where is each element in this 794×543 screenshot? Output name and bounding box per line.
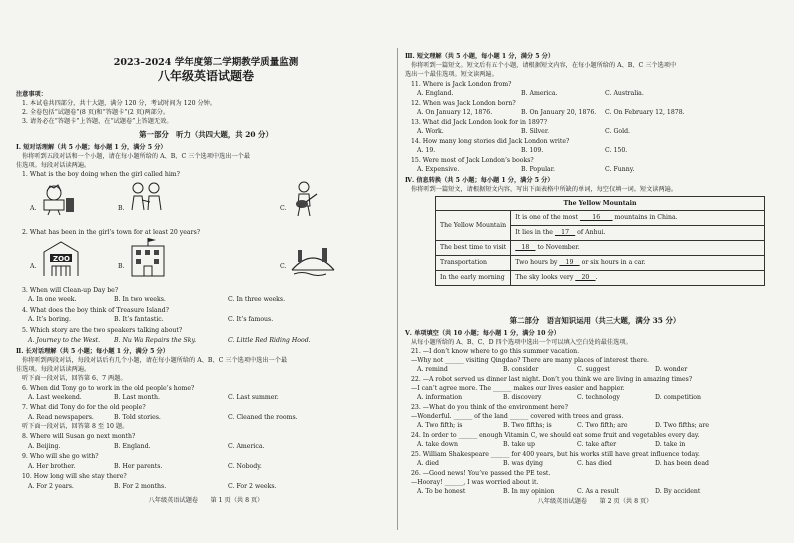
exam-subtitle: 八年级英语试题卷 bbox=[157, 69, 254, 83]
part-heading: 第二部分 语言知识运用（共三大题，满分 35 分） bbox=[509, 316, 681, 325]
question: 24. In order to ______ enough Vitamin C, we should eat some fruit and vegetables every day. bbox=[411, 432, 700, 439]
instruction: 听下面一段对话，回答第 8 至 10 题。 bbox=[22, 423, 129, 430]
page-footer: 八年级英语试题卷 第 2 页（共 8 页） bbox=[537, 498, 653, 505]
section-heading: Ⅰ. 短对话理解（共 5 小题；每小题 1 分，满分 5 分） bbox=[16, 144, 167, 151]
options-row: A. take down B. take up C. take after D. take in bbox=[417, 441, 686, 448]
table-cell: In the early morning bbox=[436, 271, 511, 286]
question: 12. When was Jack London born? bbox=[411, 100, 516, 107]
question: 5. Which story are the two speakers talking about? bbox=[22, 327, 183, 334]
page-2 bbox=[405, 44, 785, 534]
options-row: A. Expensive. B. Popular. C. Funny. bbox=[417, 166, 635, 173]
section-heading: Ⅳ. 信息转换（共 5 小题；每小题 1 分，满分 5 分） bbox=[405, 177, 554, 184]
options-row: A. England. B. America. C. Australia. bbox=[417, 90, 644, 97]
question: 15. Were most of Jack London’s books? bbox=[411, 157, 534, 164]
svg-text:ZOO: ZOO bbox=[53, 255, 70, 263]
table-cell: The Yellow Mountain bbox=[436, 211, 511, 241]
question: 6. When did Tony go to work in the old people’s home? bbox=[22, 385, 195, 392]
question: 10. How long will she stay there? bbox=[22, 473, 127, 480]
question: —Why not ______ visiting Qingdao? There are many places of interest there. bbox=[411, 357, 649, 364]
table-cell: 18 to November. bbox=[511, 241, 765, 256]
page-divider bbox=[397, 48, 398, 530]
table-cell: The sky looks very 20 . bbox=[511, 271, 765, 286]
option-label: B. bbox=[118, 263, 125, 270]
section-heading: Ⅱ. 长对话理解（共 5 小题；每小题 1 分，满分 5 分） bbox=[16, 348, 169, 355]
people-talking-picture bbox=[128, 180, 166, 216]
question: 2. What has been in the girl’s town for at least 20 years? bbox=[22, 229, 201, 236]
option-label: A. bbox=[30, 205, 37, 212]
zoo-gate-picture bbox=[40, 238, 82, 278]
notes-heading: 注意事项： bbox=[16, 91, 47, 98]
question: —Hooray! ______, I was worried about it. bbox=[411, 479, 539, 486]
man-playing-guitar-picture bbox=[290, 180, 320, 218]
man-surfing-internet-picture bbox=[40, 182, 76, 216]
school-building-picture bbox=[128, 236, 168, 278]
question: 21. —I don’t know where to go this summer vacation. bbox=[411, 348, 580, 355]
question: 14. How many long stories did Jack London write? bbox=[411, 138, 570, 145]
options-row: A. Last weekend. B. Last month. C. Last summer. bbox=[28, 394, 279, 401]
section-heading: Ⅴ. 单项填空（共 10 小题；每小题 1 分，满分 10 分） bbox=[405, 330, 560, 337]
note-line: 1. 本试卷共四部分，共十大题，满分 120 分，考试时间为 120 分钟。 bbox=[22, 100, 217, 107]
options-row: A. remind B. consider C. suggest D. wonder bbox=[417, 366, 688, 373]
instruction: 你将听到一篇短文，请根据短文内容，写出下面表格中所缺的单词，每空仅填一词。短文读两遍。 bbox=[411, 186, 678, 193]
option-label: A. bbox=[30, 263, 37, 270]
instruction: 从每小题所给的 A、B、C、D 四个选项中选出一个可以填入空白处的最佳选项。 bbox=[411, 339, 632, 346]
question: 22. —A robot served us dinner last night. Don’t you think we are living in amazing times? bbox=[411, 376, 693, 383]
bridge-city-picture bbox=[290, 240, 336, 276]
options-row: A. In one week. B. In two weeks. C. In three weeks. bbox=[28, 296, 286, 303]
question: —Wonderful. ______ of the land ______ covered with trees and grass. bbox=[411, 413, 624, 420]
option-label: C. bbox=[280, 205, 287, 212]
question: 1. What is the boy doing when the girl called him? bbox=[22, 171, 180, 178]
options-row: A. To be honest B. In my opinion C. As a result D. By accident bbox=[417, 488, 701, 495]
table-cell: It is one of the most 16 mountains in China. bbox=[511, 211, 765, 226]
instruction: 你将听到一篇短文。短文后有五个小题，请根据短文内容，在每小题所给的 A、B、C 三个选项中 bbox=[411, 62, 677, 69]
options-row: A. died B. was dying C. has died D. has been dead bbox=[417, 460, 709, 467]
options-row: A. For 2 years. B. For 2 months. C. For 2 weeks. bbox=[28, 483, 277, 490]
question: 4. What does the boy think of Treasure Island? bbox=[22, 307, 169, 314]
question: —I can’t agree more. The ______ makes our lives easier and happier. bbox=[411, 385, 625, 392]
instruction: 你将听到两段对话，每段对话后有几个小题，请在每小题所给的 A、B、C 三个选项中选出一个最 bbox=[22, 357, 288, 364]
table-cell: Two hours by 19 or six hours in a car. bbox=[511, 256, 765, 271]
options-row: A. On January 12, 1876. B. On January 20, 1876. C. On February 12, 1878. bbox=[417, 109, 685, 116]
table-cell: It lies in the 17 of Anhui. bbox=[511, 226, 765, 241]
instruction: 选出一个最佳选项。短文读两遍。 bbox=[405, 71, 498, 78]
instruction: 佳选项。每段对话读两遍。 bbox=[16, 162, 91, 169]
instruction: 佳选项。每段对话读两遍。 bbox=[16, 366, 91, 373]
table-cell: Transportation bbox=[436, 256, 511, 271]
question: 9. Who will she go with? bbox=[22, 453, 99, 460]
options-row: A. Her brother. B. Her parents. C. Nobody. bbox=[28, 463, 262, 470]
question: 11. Where is Jack London from? bbox=[411, 81, 512, 88]
section-heading: Ⅲ. 短文理解（共 5 小题，每小题 1 分，满分 5 分） bbox=[405, 53, 555, 60]
instruction: 听下面一段对话，回答第 6、7 两题。 bbox=[22, 375, 127, 382]
options-row: A. Read newspapers. B. Told stories. C. Cleaned the rooms. bbox=[28, 414, 298, 421]
question: 7. What did Tony do for the old people? bbox=[22, 404, 146, 411]
question: 13. What did Jack London look for in 1897? bbox=[411, 119, 548, 126]
options-row: A. Journey to the West. B. Nu Wa Repairs the Sky. C. Little Red Riding Hood. bbox=[28, 337, 311, 344]
question: 8. Where will Susan go next month? bbox=[22, 433, 136, 440]
table-title: The Yellow Mountain bbox=[436, 197, 765, 211]
note-line: 2. 全卷包括“试题卷”(8 页)和“答题卡”(2 页)两部分。 bbox=[22, 109, 170, 116]
options-row: A. 19. B. 109. C. 150. bbox=[417, 147, 628, 154]
question: 3. When will Clean-up Day be? bbox=[22, 287, 119, 294]
options-row: A. Work. B. Silver. C. Gold. bbox=[417, 128, 631, 135]
options-row: A. Beijing. B. England. C. America. bbox=[28, 443, 265, 450]
note-line: 3. 请务必在“答题卡”上答题，在“试题卷”上答题无效。 bbox=[22, 118, 173, 125]
question: 25. William Shakespeare ______ for 400 years, but his works still have great influence today. bbox=[411, 451, 700, 458]
options-row: A. information B. discovery C. technology D. competition bbox=[417, 394, 701, 401]
table-cell: The best time to visit bbox=[436, 241, 511, 256]
exam-title: 2023–2024 学年度第二学期教学质量监测 bbox=[113, 57, 299, 68]
page-footer: 八年级英语试题卷 第 1 页（共 8 页） bbox=[148, 497, 264, 504]
info-table bbox=[435, 196, 765, 286]
question: 23. —What do you think of the environment here? bbox=[411, 404, 568, 411]
options-row: A. It’s boring. B. It’s fantastic. C. It’s famous. bbox=[28, 316, 274, 323]
instruction: 你将听到五段对话和一个小题，请在每小题所给的 A、B、C 三个选项中选出一个最 bbox=[22, 153, 251, 160]
options-row: A. Two fifth; is B. Two fifths; is C. Two fifth; are D. Two fifths; are bbox=[417, 422, 709, 429]
question: 26. —Good news! You’ve passed the PE test. bbox=[411, 470, 551, 477]
page-1 bbox=[16, 44, 396, 534]
option-label: B. bbox=[118, 205, 125, 212]
part-heading: 第一部分 听力（共四大题，共 20 分） bbox=[139, 130, 273, 139]
option-label: C. bbox=[280, 263, 287, 270]
